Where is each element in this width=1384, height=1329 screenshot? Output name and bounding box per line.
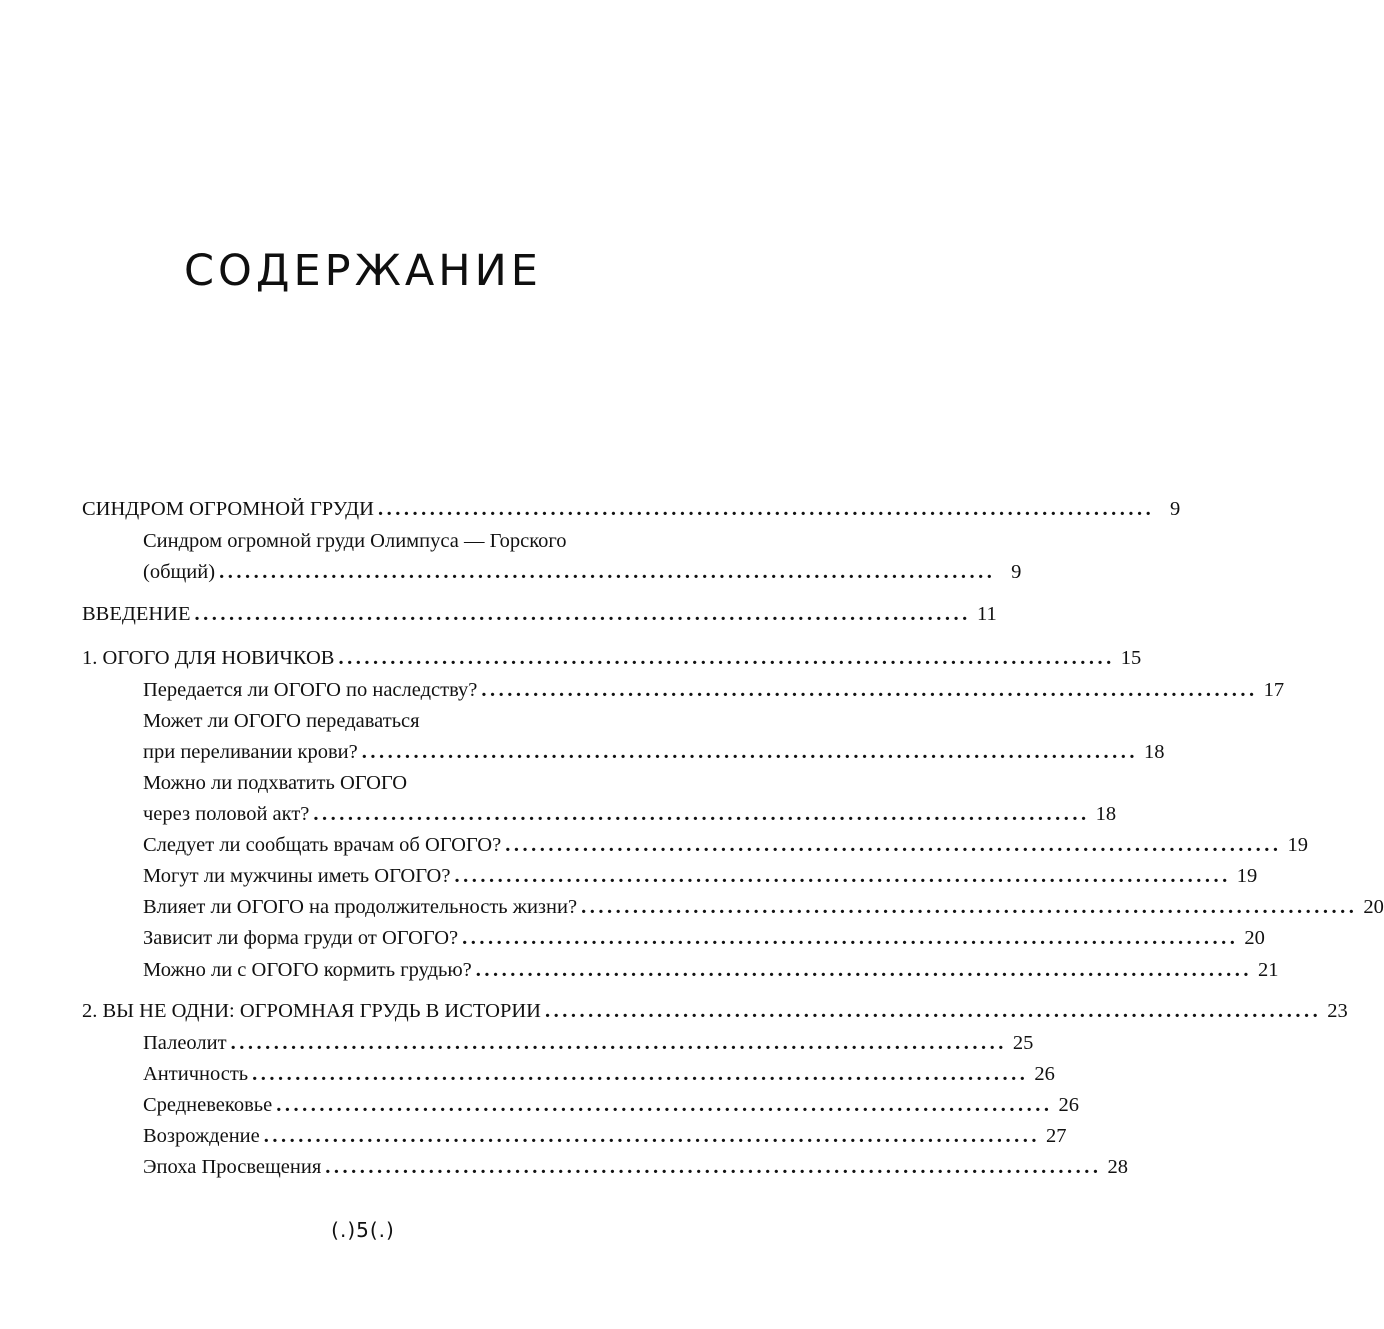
toc-entry-title: 2. ВЫ НЕ ОДНИ: ОГРОМНАЯ ГРУДЬ В ИСТОРИИ [82, 1000, 541, 1022]
toc-entry[interactable] [143, 1029, 1034, 1057]
page-title: СОДЕРЖАНИЕ [184, 246, 542, 296]
toc-entry[interactable] [143, 924, 1265, 952]
toc-entry-page: 9 [1169, 498, 1181, 520]
toc-entry-page: 26 [1034, 1063, 1055, 1085]
toc-entry-page: 20 [1244, 927, 1265, 949]
toc-entry-title: Следует ли сообщать врачам об ОГОГО? [143, 834, 502, 856]
dot-leader: .......................................................................................... [361, 741, 1138, 763]
toc-entry-title: 1. ОГОГО ДЛЯ НОВИЧКОВ [82, 647, 335, 669]
toc-entry[interactable] [143, 1153, 1129, 1181]
toc-entry-title: Синдром огромной груди Олимпуса — Горского [143, 530, 567, 552]
toc-entry-page: 26 [1058, 1094, 1079, 1116]
toc-entry-title: Возрождение [143, 1125, 260, 1147]
toc-entry-page: 20 [1363, 896, 1384, 918]
toc-entry[interactable] [143, 707, 644, 735]
toc-entry-title: Средневековье [143, 1094, 273, 1116]
toc-entry-page: 18 [1143, 741, 1165, 763]
toc-entry-title: Может ли ОГОГО передаваться [143, 710, 420, 732]
toc-entry[interactable] [82, 997, 1348, 1025]
toc-entry-page: 9 [1011, 561, 1022, 583]
toc-entry-page: 19 [1287, 834, 1308, 856]
toc-entry-page: 19 [1236, 865, 1258, 887]
dot-leader: .......................................................................................... [263, 1125, 1040, 1147]
toc-entry[interactable] [82, 644, 1142, 672]
dot-leader: .......................................................................................... [475, 959, 1253, 981]
toc-entry[interactable] [143, 800, 1117, 828]
toc-entry[interactable] [143, 1122, 1067, 1150]
toc-entry-page: 27 [1046, 1125, 1067, 1147]
dot-leader: .......................................................................................... [481, 679, 1258, 701]
toc-entry-title: Можно ли с ОГОГО кормить грудью? [143, 959, 472, 981]
toc-entry[interactable] [143, 1060, 1055, 1088]
toc-entry-title: Зависит ли форма груди от ОГОГО? [143, 927, 459, 949]
toc-entry-title: ВВЕДЕНИЕ [82, 603, 191, 625]
toc-entry-page: 25 [1012, 1032, 1034, 1054]
toc-entry[interactable] [143, 527, 644, 555]
toc-entry[interactable] [143, 738, 1165, 766]
toc-entry[interactable] [82, 600, 997, 628]
toc-entry-page: 17 [1263, 679, 1285, 701]
dot-leader: .......................................................................................... [276, 1094, 1053, 1116]
toc-entry-title: через половой акт? [143, 803, 310, 825]
dot-leader: .......................................................................................... [325, 1156, 1102, 1178]
toc-entry-title: (общий) [143, 561, 216, 583]
toc-entry-title: Могут ли мужчины иметь ОГОГО? [143, 865, 451, 887]
toc-entry-title: Античность [143, 1063, 249, 1085]
dot-leader: .......................................................................................... [544, 1000, 1322, 1022]
toc-entry-title: Можно ли подхватить ОГОГО [143, 772, 408, 794]
toc-entry-title: Палеолит [143, 1032, 227, 1054]
dot-leader: .......................................................................................... [313, 803, 1090, 825]
toc-entry[interactable] [143, 676, 1285, 704]
toc-entry-title: при переливании крови? [143, 741, 358, 763]
toc-entry-page: 23 [1327, 1000, 1348, 1022]
toc-entry-page: 11 [977, 603, 997, 625]
toc-entry[interactable] [143, 893, 1384, 921]
toc-entry[interactable] [143, 862, 1258, 890]
toc-entry-title: Передается ли ОГОГО по наследству? [143, 679, 478, 701]
toc-entry[interactable] [143, 831, 1308, 859]
toc-entry-page: 21 [1258, 959, 1279, 981]
dot-leader: .......................................................................................... [505, 834, 1282, 856]
toc-entry[interactable] [143, 1091, 1079, 1119]
page-number: (.)5(.) [331, 1218, 395, 1242]
dot-leader: .......................................................................................... [194, 603, 971, 625]
toc-entry-page: 28 [1107, 1156, 1129, 1178]
toc-entry-title: СИНДРОМ ОГРОМНОЙ ГРУДИ [82, 498, 374, 520]
toc-entry-page: 18 [1095, 803, 1117, 825]
dot-leader: .......................................................................................... [454, 865, 1231, 887]
dot-leader: .......................................................................................... [377, 498, 1155, 520]
toc-entry-title: Эпоха Просвещения [143, 1156, 322, 1178]
toc-entry[interactable] [82, 495, 1181, 523]
dot-leader: .......................................................................................... [462, 927, 1239, 949]
dot-leader: .......................................................................................... [581, 896, 1358, 918]
toc-entry[interactable] [143, 956, 1279, 984]
dot-leader: .......................................................................................... [338, 647, 1115, 669]
toc-entry-page: 15 [1120, 647, 1142, 669]
dot-leader: .......................................................................................... [230, 1032, 1007, 1054]
dot-leader: .......................................................................................... [219, 561, 996, 583]
toc-entry-title: Влияет ли ОГОГО на продолжительность жизни? [143, 896, 578, 918]
toc-entry[interactable] [143, 558, 1022, 586]
dot-leader: .......................................................................................... [252, 1063, 1029, 1085]
toc-entry[interactable] [143, 769, 644, 797]
